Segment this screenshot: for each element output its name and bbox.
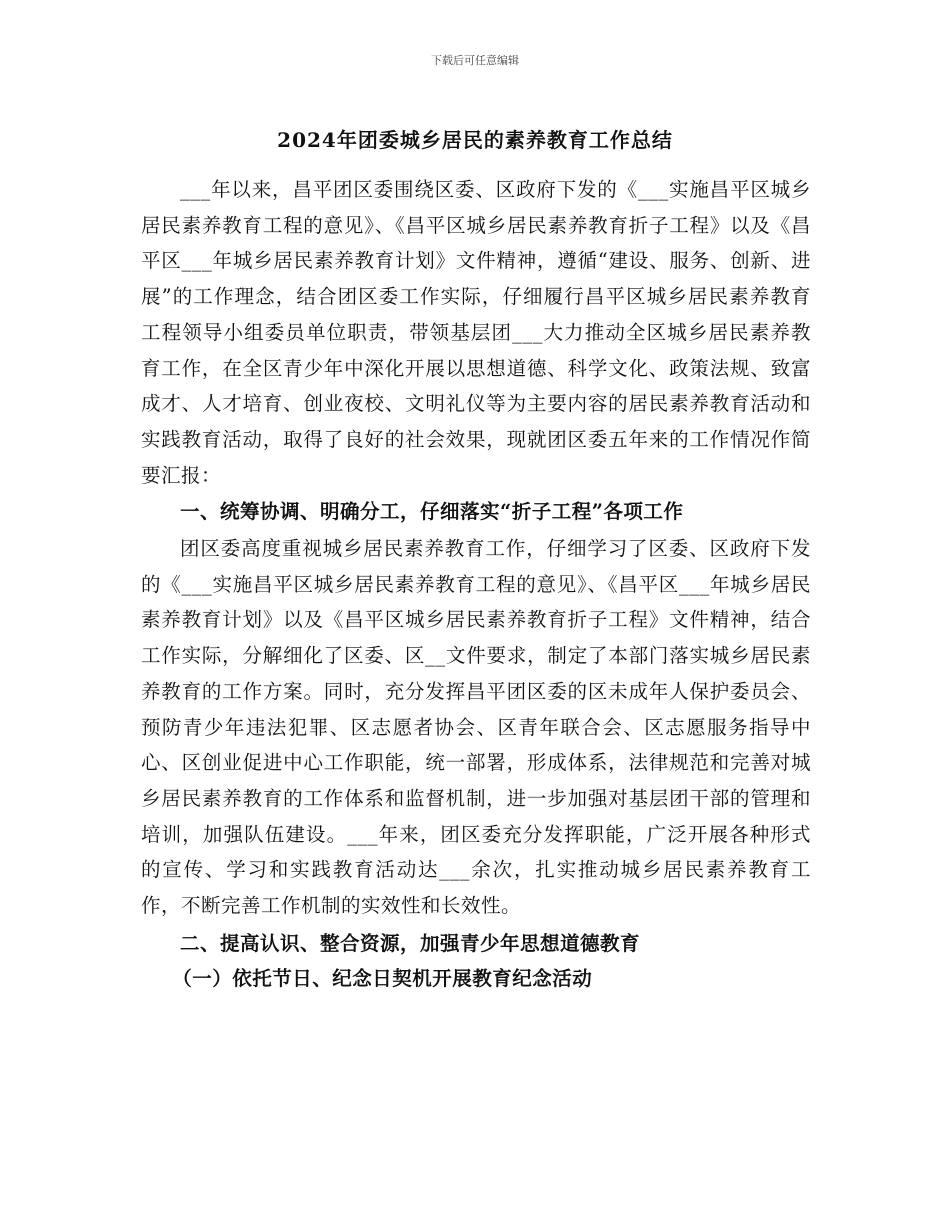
subsection-heading-1: （一）依托节日、纪念日契机开展教育纪念活动 (172, 967, 593, 991)
document-title: 2024年团委城乡居民的素养教育工作总结 (277, 128, 673, 152)
paragraph-intro: ___年以来，昌平团区委围绕区委、区政府下发的《___实施昌平区城乡居民素养教育工程的意见》、《昌平区城乡居民素养教育折子工程》以及《昌平区___年城乡居民素养教育计划》文件精神，遵循“建设、服务、创新、进展”的工作理念，结合团区委工作实际，仔细履行昌平区城乡居民素养教育工程领导小组委员单位职责，带领基层团___大力推动全区城乡居民素养教育工作，在全区青少年中深化开展以思想道德、科学文化、政策法规、致富成才、人才培育、创业夜校、文明礼仪等为主要内容的居民素养教育活动和实践教育活动，取得了良好的社会效果，现就团区委五年来的工作情况作简要汇报： (141, 178, 811, 487)
section-heading-1: 一、统筹协调、明确分工，仔细落实“折子工程”各项工作 (180, 500, 684, 524)
page-header-note: 下载后可任意编辑 (431, 54, 519, 67)
document-body (141, 172, 811, 997)
paragraph-section-1: 团区委高度重视城乡居民素养教育工作，仔细学习了区委、区政府下发的《___实施昌平区城乡居民素养教育工程的意见》、《昌平区___年城乡居民素养教育计划》以及《昌平区城乡居民素养教育折子工程》文件精神，结合工作实际，分解细化了区委、区__文件要求，制定了本部门落实城乡居民素养教育的工作方案。同时，充分发挥昌平团区委的区未成年人保护委员会、预防青少年违法犯罪、区志愿者协会、区青年联合会、区志愿服务指导中心、区创业促进中心工作职能，统一部署，形成体系，法律规范和完善对城乡居民素养教育的工作体系和监督机制，进一步加强对基层团干部的管理和培训，加强队伍建设。___年来，团区委充分发挥职能，广泛开展各种形式的宣传、学习和实践教育活动达___余次，扎实推动城乡居民素养教育工作，不断完善工作机制的实效性和长效性。 (141, 537, 811, 918)
section-heading-2: 二、提高认识、整合资源，加强青少年思想道德教育 (180, 931, 641, 955)
